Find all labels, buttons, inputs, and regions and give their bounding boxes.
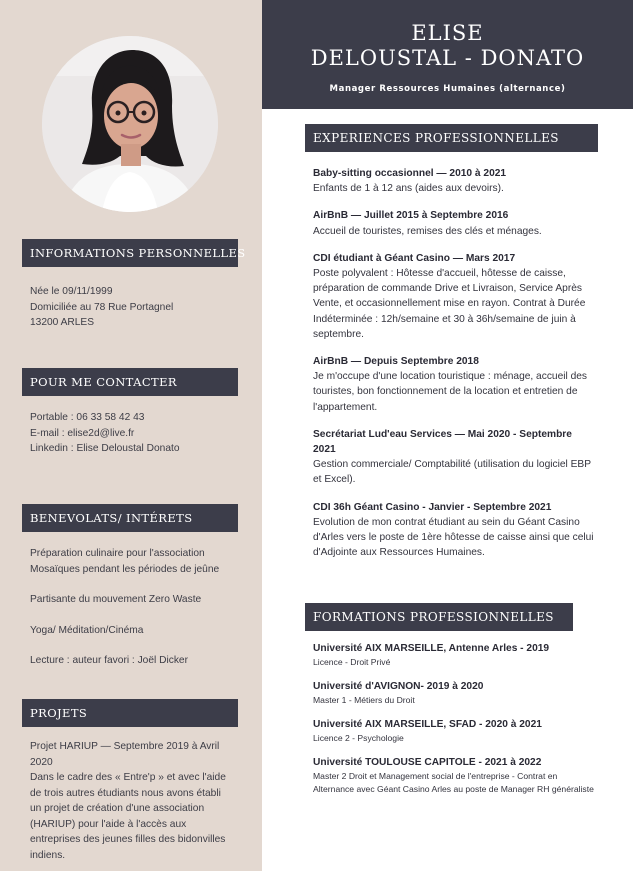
formation-description: Licence - Droit Privé [313,657,391,667]
experience-item [313,427,597,488]
job-title: Manager Ressources Humaines (alternance) [329,84,566,94]
experience-description: Evolution de mon contrat étudiant au sein du Géant Casino d'Arles vers le poste de 1ère hôtesse de caisse ainsi que celui d'Adjointe aux Ressources Humaines. [313,516,594,559]
experiences-list [313,166,597,572]
experience-description: Gestion commerciale/ Comptabilité (utilisation du logiciel EBP et Excel). [313,459,591,486]
section-header-experiences: EXPERIENCES PROFESSIONNELLES [305,124,598,152]
experience-title: CDI 36h Géant Casino - Janvier - Septembre 2021 [313,501,552,513]
formation-item [313,717,597,745]
section-header-contact: POUR ME CONTACTER [22,368,238,396]
formation-title: Université TOULOUSE CAPITOLE - 2021 à 2022 [313,757,542,768]
address-line: Domiciliée au 78 Rue Portagnel [30,301,174,313]
experience-item [313,166,597,196]
formation-item [313,679,597,707]
experience-title: AirBnB — Depuis Septembre 2018 [313,356,479,368]
phone: Portable : 06 33 58 42 43 [30,412,145,423]
projets-block [30,739,230,863]
name-first: ELISE [411,21,484,45]
section-header-formations: FORMATIONS PROFESSIONNELLES [305,603,573,631]
experience-item [313,500,597,561]
experience-description: Accueil de touristes, remises des clés et ménages. [313,225,542,237]
experience-description: Je m'occupe d'une location touristique : ménage, accueil des touristes, bon fonctionnement de la location et entretien de l'appartement. [313,371,588,413]
name-last: DELOUSTAL - DONATO [310,46,585,70]
formation-description: Master 1 - Métiers du Droit [313,695,415,705]
experience-title: Baby-sitting occasionnel — 2010 à 2021 [313,168,507,179]
experience-title: CDI étudiant à Géant Casino — Mars 2017 [313,252,516,264]
experience-item [313,208,597,238]
section-header-info: INFORMATIONS PERSONNELLES [22,239,238,267]
formations-list [313,641,597,806]
formation-item [313,641,597,669]
info-block [30,284,235,331]
benevolat-item: Yoga/ Méditation/Cinéma [30,624,144,636]
full-name [262,0,633,71]
section-header-projets: PROJETS [22,699,238,727]
benevolat-item: Préparation culinaire pour l'association Mosaïques pendant les périodes de jeûne [30,548,220,575]
contact-block [30,410,235,457]
email: E-mail : elise2d@live.fr [30,427,135,439]
profile-photo [42,36,218,212]
experience-item [313,251,597,342]
formation-title: Université AIX MARSEILLE, Antenne Arles - 2019 [313,643,550,654]
experience-title: AirBnB — Juillet 2015 à Septembre 2016 [313,210,509,222]
formation-title: Université d'AVIGNON- 2019 à 2020 [313,681,484,692]
experience-description: Poste polyvalent : Hôtesse d'accueil, hôtesse de caisse, préparation de commande Drive et Livraison, Service Après Vente, et occasionnellement mise en rayon. Contrat à Durée Indéterminée : 12h/semaine et 30 à 36h/semaine de juin à septembre. [313,268,586,340]
birth-date: Née le 09/11/1999 [30,286,113,297]
linkedin: Linkedin : Elise Deloustal Donato [30,443,180,454]
benevolat-block [30,546,235,669]
experience-description: Enfants de 1 à 12 ans (aides aux devoirs). [313,183,504,195]
header [262,0,633,109]
experience-item [313,354,597,415]
address-city: 13200 ARLES [30,317,95,328]
benevolat-item: Partisante du mouvement Zero Waste [30,594,202,605]
formation-title: Université AIX MARSEILLE, SFAD - 2020 à 2021 [313,719,542,730]
benevolat-item: Lecture : auteur favori : Joël Dicker [30,655,188,666]
project-description: Dans le cadre des « Entre'p » et avec l'aide de trois autres étudiants nous avons établi un projet de création d'une association (HARIUP) pour l'aide à l'accès aux entreprises des jeunes filles des bidonvilles indiens. [30,772,226,861]
experience-title: Secrétariat Lud'eau Services — Mai 2020 - Septembre 2021 [313,428,572,456]
project-title: Projet HARIUP — Septembre 2019 à Avril 2020 [30,741,220,768]
formation-item [313,755,597,796]
formation-description: Master 2 Droit et Management social de l'entreprise - Contrat en Alternance avec Géant Casino Arles au poste de Manager RH généraliste [313,771,594,794]
section-header-benevolat: BENEVOLATS/ INTÉRETS [22,504,238,532]
formation-description: Licence 2 - Psychologie [313,733,404,743]
